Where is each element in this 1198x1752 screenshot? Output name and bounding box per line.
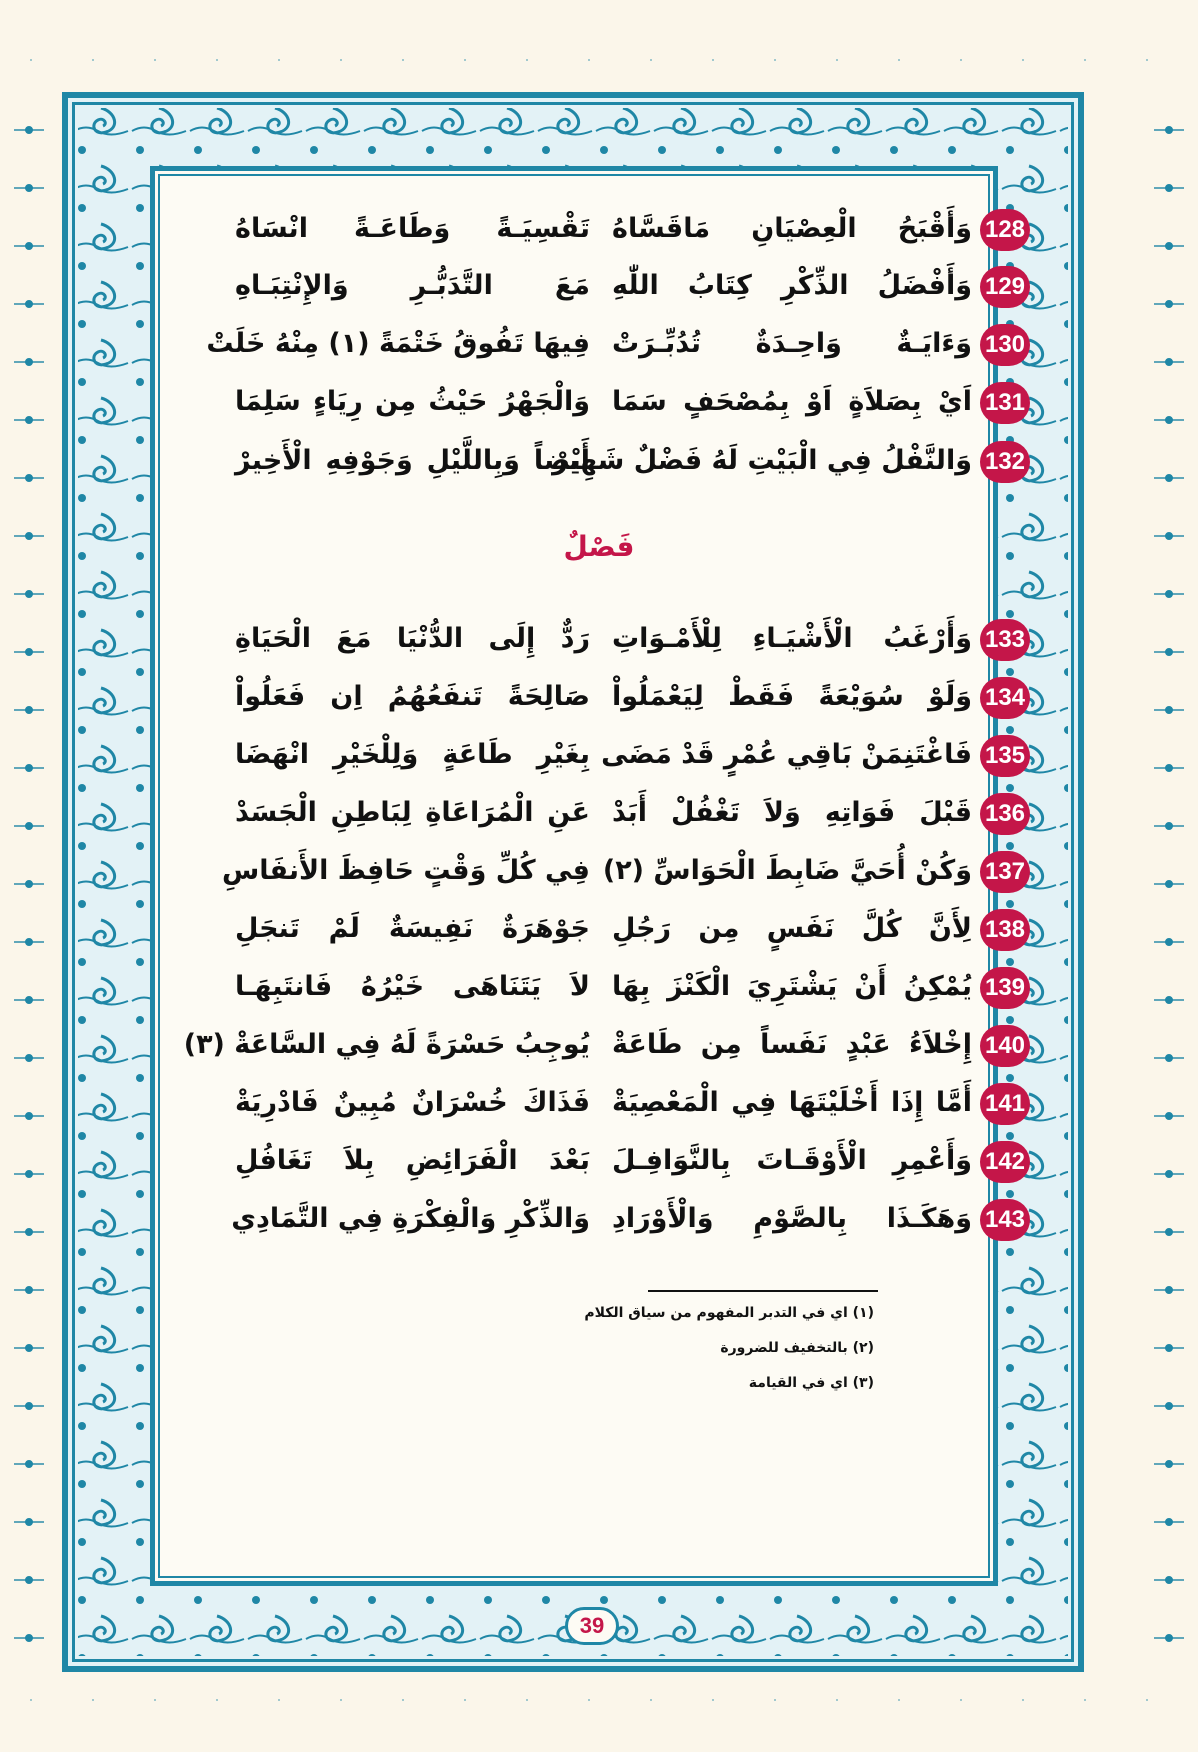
margin-dot bbox=[26, 1519, 32, 1525]
margin-dot bbox=[26, 939, 32, 945]
page-number: 39 bbox=[565, 1607, 619, 1645]
verse-row bbox=[150, 1137, 1030, 1185]
verse-number-badge: 136 bbox=[980, 793, 1030, 835]
margin-dot bbox=[1166, 1113, 1172, 1119]
margin-dot bbox=[26, 475, 32, 481]
first-hemistich: أَمَّا إِذَا أَخْلَيْتَهَا فِي الْمَعْصِيَةْ bbox=[612, 1087, 972, 1118]
verse-row bbox=[150, 378, 1030, 426]
margin-dot bbox=[1166, 1635, 1172, 1641]
margin-dot bbox=[1166, 707, 1172, 713]
verse-number-badge: 141 bbox=[980, 1083, 1030, 1125]
margin-dot bbox=[26, 1171, 32, 1177]
footnote: (١) اي في التدبر المفهوم من سياق الكلام bbox=[584, 1305, 874, 1321]
second-hemistich: بِغَيْرِ طَاعَةٍ وَلِلْخَيْرِ انْهَضَا bbox=[235, 739, 590, 770]
margin-dot bbox=[1166, 997, 1172, 1003]
margin-dot bbox=[26, 127, 32, 133]
verse-number-badge: 134 bbox=[980, 677, 1030, 719]
verse-number-badge: 138 bbox=[980, 909, 1030, 951]
verse-row bbox=[150, 963, 1030, 1011]
verse-row bbox=[150, 615, 1030, 663]
margin-dot bbox=[1166, 1577, 1172, 1583]
verse-row bbox=[150, 1195, 1030, 1243]
verse-number-badge: 132 bbox=[980, 441, 1030, 483]
margin-dot bbox=[1166, 649, 1172, 655]
margin-dot bbox=[26, 301, 32, 307]
second-hemistich: رَدٌّ إِلَى الدُّنْيَا مَعَ الْحَيَاةِ bbox=[235, 623, 590, 654]
verse-number-badge: 131 bbox=[980, 382, 1030, 424]
first-hemistich: فَاغْتَنِمَنْ بَاقِي عُمْرٍ قَدْ مَضَى bbox=[601, 739, 972, 770]
margin-dot bbox=[26, 1229, 32, 1235]
margin-dot bbox=[26, 1345, 32, 1351]
margin-dot bbox=[26, 359, 32, 365]
second-hemistich: فَذَاكَ خُسْرَانٌ مُبِينٌ فَادْرِيَةْ bbox=[235, 1087, 590, 1118]
margin-dot bbox=[26, 1055, 32, 1061]
second-hemistich: وَالذِّكْرِ وَالْفِكْرَةِ فِي التَّمَادِي bbox=[231, 1203, 590, 1234]
margin-dot bbox=[1166, 1519, 1172, 1525]
second-hemistich: بَعْدَ الْفَرَائِضِ بِلاَ تَغَافُلِ bbox=[235, 1145, 590, 1176]
margin-dot bbox=[1166, 127, 1172, 133]
margin-dot bbox=[1166, 417, 1172, 423]
verse-row bbox=[150, 905, 1030, 953]
second-hemistich: أَيْضاً وَبِاللَّيْلِ وَجَوْفِهِ الْأَخِيرْ bbox=[235, 445, 590, 476]
verse-row bbox=[150, 673, 1030, 721]
first-hemistich: وَأَقْبَحُ الْعِصْيَانِ مَاقَسَّاهُ bbox=[612, 213, 972, 244]
verse-number-badge: 137 bbox=[980, 851, 1030, 893]
margin-dot bbox=[26, 1113, 32, 1119]
first-hemistich: وَءَايَـةٌ وَاحِـدَةٌ تُدُبِّـرَتْ bbox=[612, 328, 972, 359]
verse-row bbox=[150, 847, 1030, 895]
first-hemistich: وَكُنْ أُحَيَّ ضَابِطَ الْحَوَاسِّ (٢) bbox=[602, 855, 972, 886]
margin-dot bbox=[1166, 823, 1172, 829]
margin-dot bbox=[26, 649, 32, 655]
margin-dot bbox=[1166, 1055, 1172, 1061]
margin-dot bbox=[26, 1635, 32, 1641]
first-hemistich: لِأَنَّ كُلَّ نَفَسٍ مِن رَجُلِ bbox=[612, 913, 972, 944]
verse-row bbox=[150, 731, 1030, 779]
margin-dot bbox=[26, 185, 32, 191]
margin-dot bbox=[26, 1287, 32, 1293]
second-hemistich: مَعَ التَّدَبُّـرِ وَالإِنْتِبَـاهِ bbox=[235, 270, 590, 301]
margin-dot bbox=[1166, 1345, 1172, 1351]
verse-row bbox=[150, 205, 1030, 253]
verse-number-badge: 133 bbox=[980, 619, 1030, 661]
second-hemistich: وَالْجَهْرُ حَيْثُ مِن رِيَاءٍ سَلِمَا bbox=[235, 386, 590, 417]
margin-dot bbox=[1166, 1461, 1172, 1467]
verse-number-badge: 128 bbox=[980, 209, 1030, 251]
second-hemistich: يُوجِبُ حَسْرَةً لَهُ فِي السَّاعَةْ (٣) bbox=[183, 1029, 590, 1060]
margin-dot bbox=[1166, 301, 1172, 307]
verse-number-badge: 140 bbox=[980, 1025, 1030, 1067]
footnote: (٣) اي في القيامة bbox=[748, 1375, 874, 1391]
margin-dot bbox=[1166, 939, 1172, 945]
second-hemistich: لاَ يَتَنَاهَى خَيْرُهُ فَانتَبِهَـا bbox=[235, 971, 590, 1002]
first-hemistich: إِخْلاَءُ عَبْدٍ نَفَساً مِن طَاعَةْ bbox=[612, 1029, 972, 1060]
first-hemistich: وَأَرْغَبُ الْأَشْيَـاءِ لِلْأَمْـوَاتِ bbox=[612, 623, 972, 654]
margin-dot bbox=[1166, 881, 1172, 887]
first-hemistich: وَالنَّفْلُ فِي الْبَيْتِ لَهُ فَضْلٌ شَهِيرْ bbox=[552, 445, 972, 476]
margin-dot bbox=[26, 1403, 32, 1409]
first-hemistich: اَيْ بِصَلاَةٍ اَوْ بِمُصْحَفٍ سَمَا bbox=[612, 386, 972, 417]
first-hemistich: يُمْكِنُ أَنْ يَشْتَرِيَ الْكَنْزَ بِهَا bbox=[612, 971, 972, 1002]
margin-dot bbox=[26, 997, 32, 1003]
verse-number-badge: 135 bbox=[980, 735, 1030, 777]
margin-dot bbox=[26, 1577, 32, 1583]
first-hemistich: قَبْلَ فَوَاتِهِ وَلاَ تَغْفُلْ أَبَدْ bbox=[612, 797, 972, 828]
verse-number-badge: 129 bbox=[980, 266, 1030, 308]
margin-dot bbox=[1166, 359, 1172, 365]
margin-dot bbox=[26, 417, 32, 423]
verse-row bbox=[150, 262, 1030, 310]
margin-dot bbox=[1166, 1171, 1172, 1177]
verse-number-badge: 142 bbox=[980, 1141, 1030, 1183]
second-hemistich: صَالِحَةً تَنفَعُهُمُ اِن فَعَلُواْ bbox=[235, 681, 590, 712]
section-heading: فَصْلٌ bbox=[563, 530, 635, 563]
verse-number-badge: 139 bbox=[980, 967, 1030, 1009]
margin-dot bbox=[1166, 243, 1172, 249]
margin-dot bbox=[1166, 475, 1172, 481]
margin-dot bbox=[1166, 1403, 1172, 1409]
second-hemistich: تَقْسِيَـةً وَطَاعَـةً انْسَاهُ bbox=[235, 213, 590, 244]
margin-dot bbox=[26, 1461, 32, 1467]
verse-number-badge: 130 bbox=[980, 324, 1030, 366]
margin-dot bbox=[26, 765, 32, 771]
first-hemistich: وَأَعْمِرِ الْأَوْقَـاتَ بِالنَّوَافِـلَ bbox=[612, 1145, 972, 1176]
verse-row bbox=[150, 320, 1030, 368]
margin-dot bbox=[1166, 1287, 1172, 1293]
verse-row bbox=[150, 789, 1030, 837]
footnote: (٢) بالتخفيف للضرورة bbox=[720, 1340, 874, 1356]
margin-dot bbox=[1166, 185, 1172, 191]
second-hemistich: فِيهَا تَفُوقُ خَتْمَةً (١) مِنْهُ خَلَتْ bbox=[206, 328, 590, 359]
margin-dot bbox=[26, 707, 32, 713]
second-hemistich: جَوْهَرَةٌ نَفِيسَةٌ لَمْ تَنجَلِ bbox=[235, 913, 590, 944]
verse-row bbox=[150, 1079, 1030, 1127]
verse-number-badge: 143 bbox=[980, 1199, 1030, 1241]
second-hemistich: عَنِ الْمُرَاعَاةِ لِبَاطِنِ الْجَسَدْ bbox=[235, 797, 590, 828]
margin-dot bbox=[1166, 591, 1172, 597]
first-hemistich: وَأَفْضَلُ الذِّكْرِ كِتَابُ اللّٰهِ bbox=[612, 270, 972, 301]
footnote-rule bbox=[648, 1290, 878, 1292]
margin-dot bbox=[26, 243, 32, 249]
margin-dot bbox=[26, 823, 32, 829]
margin-dot bbox=[26, 881, 32, 887]
first-hemistich: وَلَوْ سُوَيْعَةً فَقَطْ لِيَعْمَلُواْ bbox=[612, 681, 972, 712]
first-hemistich: وَهَكَـذَا بِالصَّوْمِ وَالْأَوْرَادِ bbox=[612, 1203, 972, 1234]
second-hemistich: فِي كُلِّ وَقْتٍ حَافِظَ الأَنفَاسِ bbox=[222, 855, 590, 886]
margin-dot bbox=[1166, 765, 1172, 771]
verse-row bbox=[150, 1021, 1030, 1069]
verse-row bbox=[150, 437, 1030, 485]
margin-dot bbox=[1166, 1229, 1172, 1235]
margin-dot bbox=[26, 591, 32, 597]
